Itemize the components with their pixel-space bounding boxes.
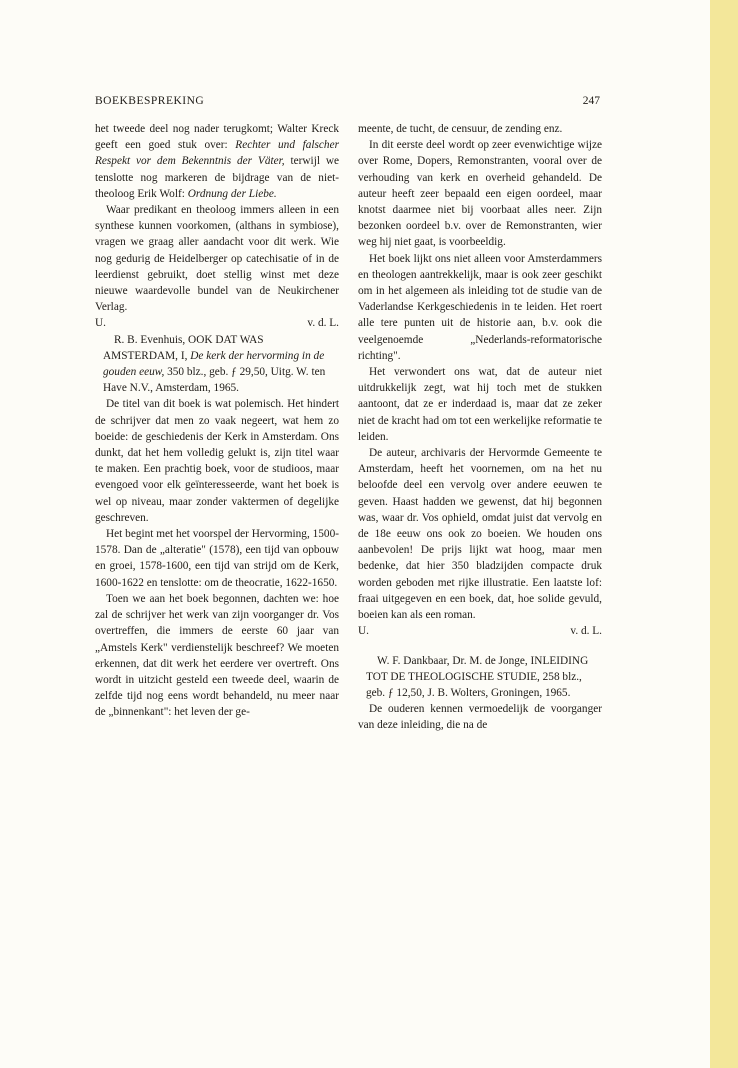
paragraph: meente, de tucht, de censuur, de zending enz. xyxy=(358,123,563,135)
paragraph: De ouderen kennen vermoedelijk de voorganger van deze inleiding, die na de xyxy=(358,703,602,732)
paragraph: Toen we aan het boek begonnen, dachten we: hoe zal de schrijver het werk van zijn voorganger dr. Vos overtreffen, die immers de eerste 60 jaar van „Amstels Kerk" verdienstelijk beschreef? We moeten erkennen, dat dit werk het eerdere ver overtreft. Ons wordt in uitzicht gesteld een tweede deel, waarin de zelfde tijd nog eens wordt behandeld, nu meer naar de „binnenkant": het leven der ge- xyxy=(95,592,339,719)
left-column xyxy=(95,121,339,721)
signature: U. v. d. L. xyxy=(95,317,339,330)
paragraph: Waar predikant en theoloog immers alleen in een synthese kunnen voorkomen, (althans in symbiose), vragen we graag aller aandacht voor dit werk. Wie nog gedurig de Heidelberger op catechisatie of in de leerdienst gebruikt, doet stellig winst met deze nieuwe waardevolle bundel van de Neukirchener Verlag. xyxy=(95,204,339,314)
paragraph: het tweede deel nog nader terugkomt; Walter Kreck geeft een goed stuk over: Rechter und falscher Respekt vor dem Bekenntnis der Väter, terwijl we tenslotte nog markeren de bijdrage van de niet-theoloog Erik Wolf: Ordnung der Liebe. xyxy=(95,123,340,200)
paragraph: De auteur, archivaris der Hervormde Gemeente te Amsterdam, heeft het voornemen, om na het nu beloofde deel een vervolg over andere eeuwen te geven. Haast hadden we gewenst, dat hij begonnen was, waar dr. Vos ophield, omdat juist dat vervolg en de 18e eeuw ons ook zo boeien. We houden ons aanbevolen! De prijs lijkt wat hoog, maar men bedenke, dat hier 350 bladzijden compacte druk worden geboden met rijke illustratie. Een laatste lof: fraai uitgegeven en een boek, dat, hoe solide gevuld, boeien kan als een roman. xyxy=(358,447,602,622)
right-column xyxy=(358,121,602,734)
paragraph: Het begint met het voorspel der Hervorming, 1500-1578. Dan de „alteratie" (1578), een tijd van opbouw en groei, 1578-1600, een tijd van strijd om de Kerk, 1600-1622 en tenslotte: om de theocratie, 1622-1650. xyxy=(95,528,339,589)
paragraph: Het boek lijkt ons niet alleen voor Amsterdammers en theologen aantrekkelijk, maar is ook zeer geschikt om in het algemeen als inleiding tot de studie van de Vaderlandse Kerkgeschiedenis in te leiden. Het roert alle tere punten uit de historie aan, b.v. ook die veelgenoemde „Nederlands-reformatorische richting". xyxy=(358,252,602,362)
cited-title: Ordnung der Liebe. xyxy=(187,187,277,200)
paragraph: De titel van dit boek is wat polemisch. Het hindert de schrijver dat men zo vaak negeert, wat hem zo boeide: de geschiedenis der Kerk in Amsterdam. Ons dunkt, dat het hem volledig gelukt is, zijn titel waar te maken. Een prachtig boek, voor de studioos, maar evengoed voor elk geïnteresseerde, want het boek is wel op niveau, maar zonder vaktermen of degelijke geschreven. xyxy=(95,398,339,524)
book-reference: R. B. Evenhuis, OOK DAT WAS AMSTERDAM, I, De kerk der hervorming in de gouden eeuw, 350 blz., geb. ƒ 29,50, Uitg. W. ten Have N.V., Amsterdam, 1965. xyxy=(103,333,326,395)
signature: U. v. d. L. xyxy=(358,625,602,638)
paragraph: Het verwondert ons wat, dat de auteur niet uitdrukkelijk zegt, wat hij toch met de stukken aantoont, dat ze er inderdaad is, maar dat ze zeker niet de kracht had om tot een werkelijke reformatie te leiden. xyxy=(358,366,602,443)
running-title: BOEKBESPREKING xyxy=(95,95,205,107)
page-number: 247 xyxy=(582,95,600,107)
cited-title: Rechter und falscher Respekt vor dem Bekenntnis der Väter, xyxy=(95,139,339,168)
book-reference: W. F. Dankbaar, Dr. M. de Jonge, INLEIDING TOT DE THEOLOGISCHE STUDIE, 258 blz., geb. ƒ 12,50, J. B. Wolters, Groningen, 1965. xyxy=(366,654,589,699)
paragraph: In dit eerste deel wordt op zeer evenwichtige wijze over Rome, Dopers, Remonstranten, vooral over de verhouding van kerk en overheid gehandeld. De auteur heeft zeer bepaald een eigen oordeel, maar knotst daarmee niet bij voorbaat alles neer. Zijn bezonken oordeel b.v. over de Remonstranten, wier weg hij niet gaat, is voorbeeldig. xyxy=(358,139,602,249)
page-edge xyxy=(710,0,738,1068)
